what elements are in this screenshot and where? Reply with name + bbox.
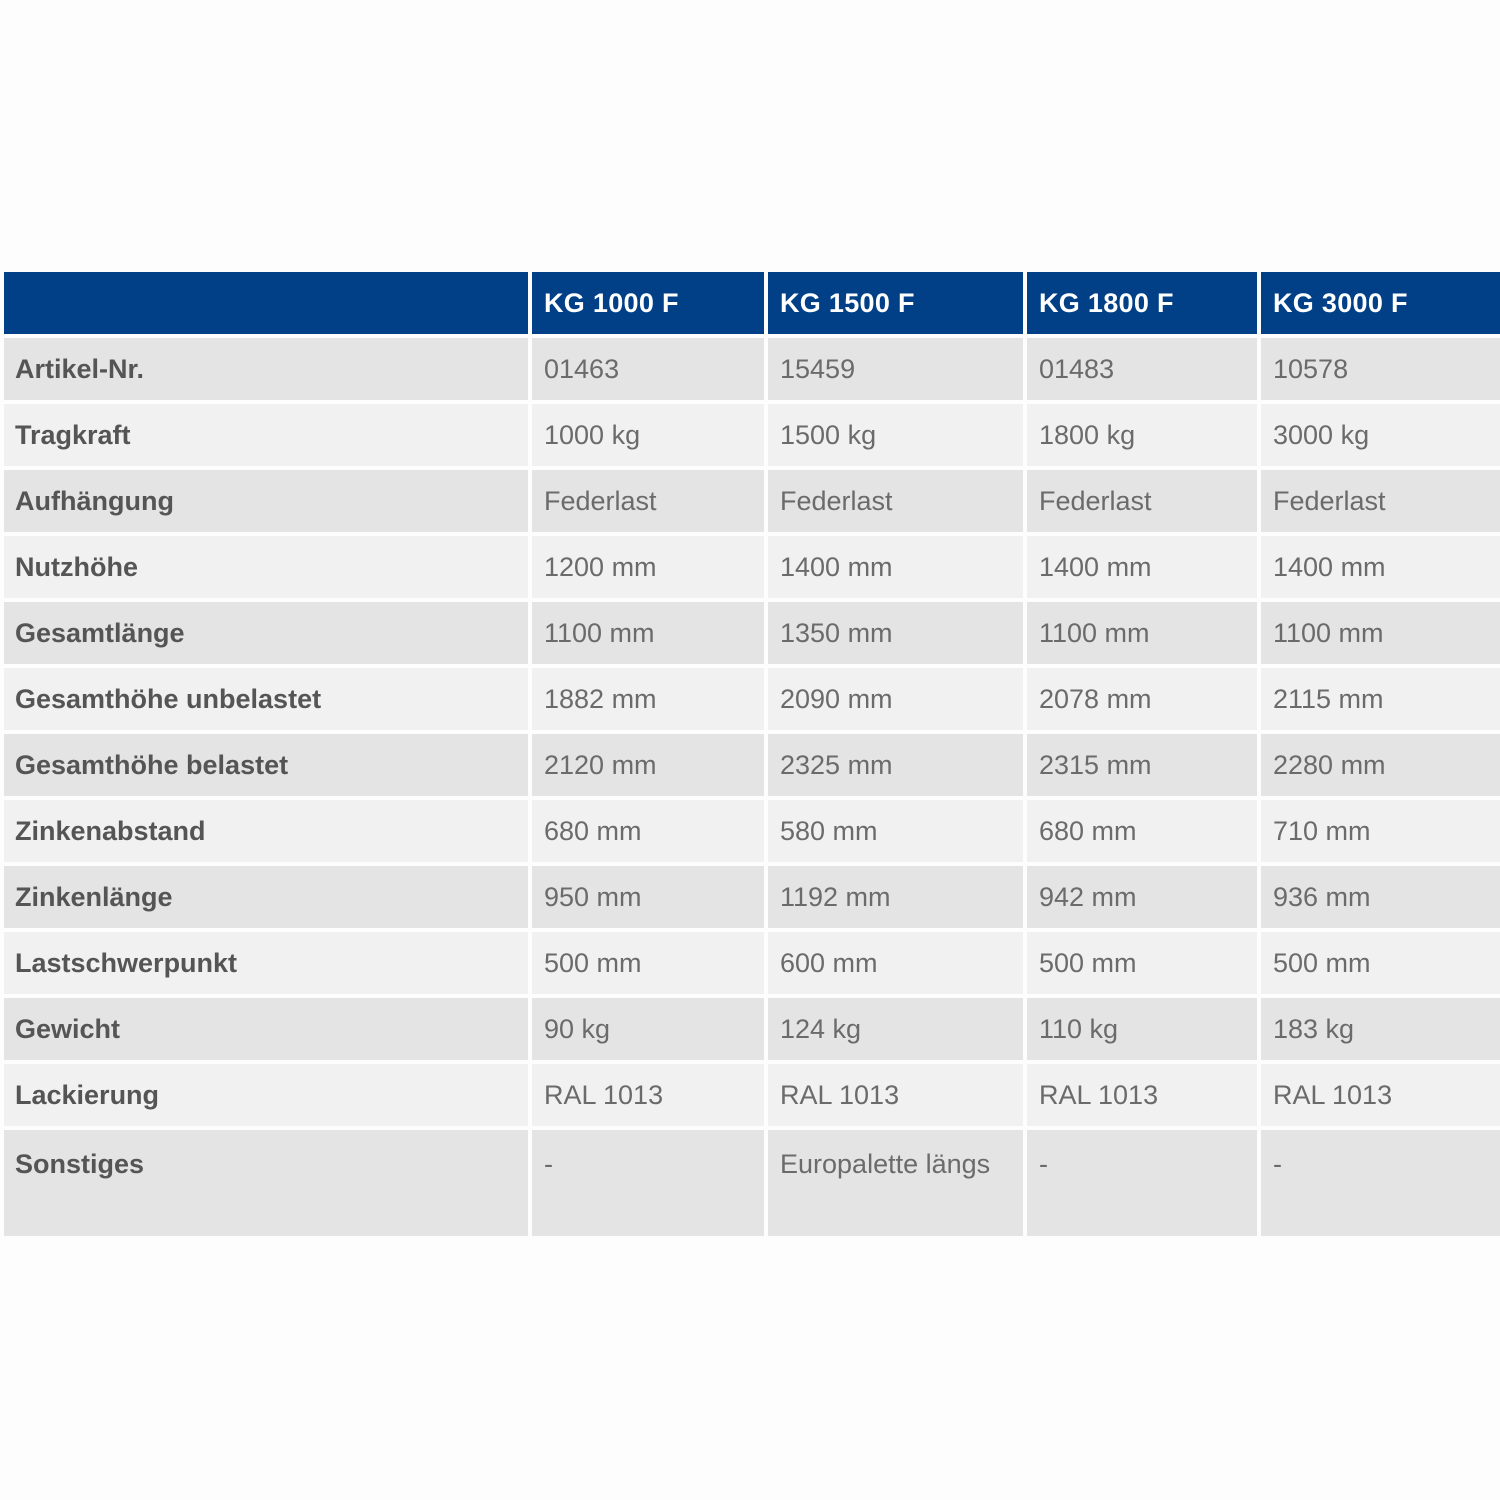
table-cell: 500 mm (532, 932, 764, 994)
table-cell: 3000 kg (1261, 404, 1500, 466)
table-cell: 01463 (532, 338, 764, 400)
table-cell: 950 mm (532, 866, 764, 928)
table-cell: 2115 mm (1261, 668, 1500, 730)
table-row (4, 866, 1500, 928)
table-row (4, 734, 1500, 796)
row-label: Gesamthöhe belastet (4, 734, 528, 796)
table-cell: 01483 (1027, 338, 1257, 400)
table-cell: 1200 mm (532, 536, 764, 598)
table-row (4, 470, 1500, 532)
row-label: Gesamtlänge (4, 602, 528, 664)
table-cell: 90 kg (532, 998, 764, 1060)
table-cell: 2078 mm (1027, 668, 1257, 730)
table-cell: 1192 mm (768, 866, 1023, 928)
table-cell: 1800 kg (1027, 404, 1257, 466)
header-corner-cell (4, 272, 528, 334)
table-row (4, 1130, 1500, 1236)
table-cell: 2325 mm (768, 734, 1023, 796)
row-label: Gewicht (4, 998, 528, 1060)
row-label: Gesamthöhe unbelastet (4, 668, 528, 730)
table-cell: 110 kg (1027, 998, 1257, 1060)
table-cell: 2120 mm (532, 734, 764, 796)
table-cell: 2090 mm (768, 668, 1023, 730)
table-cell: 1100 mm (532, 602, 764, 664)
table-cell: RAL 1013 (1027, 1064, 1257, 1126)
table-cell: 15459 (768, 338, 1023, 400)
table-cell: 1350 mm (768, 602, 1023, 664)
table-cell: 500 mm (1027, 932, 1257, 994)
table-cell: 1100 mm (1261, 602, 1500, 664)
header-model-kg-3000-f: KG 3000 F (1261, 272, 1500, 334)
table-cell: 183 kg (1261, 998, 1500, 1060)
table-row (4, 668, 1500, 730)
table-cell: 1000 kg (532, 404, 764, 466)
table-cell: RAL 1013 (1261, 1064, 1500, 1126)
table-cell: 600 mm (768, 932, 1023, 994)
spec-table (0, 268, 1500, 1240)
table-cell: 680 mm (1027, 800, 1257, 862)
table-cell: 936 mm (1261, 866, 1500, 928)
table-cell: 580 mm (768, 800, 1023, 862)
row-label: Lastschwerpunkt (4, 932, 528, 994)
table-cell: Federlast (1261, 470, 1500, 532)
header-model-kg-1800-f: KG 1800 F (1027, 272, 1257, 334)
header-model-kg-1000-f: KG 1000 F (532, 272, 764, 334)
table-cell: 2280 mm (1261, 734, 1500, 796)
table-cell: 710 mm (1261, 800, 1500, 862)
table-cell: 1500 kg (768, 404, 1023, 466)
table-cell: RAL 1013 (532, 1064, 764, 1126)
table-cell: 942 mm (1027, 866, 1257, 928)
row-label: Artikel-Nr. (4, 338, 528, 400)
table-cell: 124 kg (768, 998, 1023, 1060)
table-header-row (4, 272, 1500, 334)
table-cell: - (1027, 1130, 1257, 1236)
table-cell: 680 mm (532, 800, 764, 862)
table-cell: Europalette längs (768, 1130, 1023, 1236)
row-label: Aufhängung (4, 470, 528, 532)
row-label: Nutzhöhe (4, 536, 528, 598)
table-cell: 500 mm (1261, 932, 1500, 994)
table-row (4, 1064, 1500, 1126)
table-cell: 10578 (1261, 338, 1500, 400)
table-cell: RAL 1013 (768, 1064, 1023, 1126)
table-cell: Federlast (532, 470, 764, 532)
table-cell: - (532, 1130, 764, 1236)
table-cell: Federlast (768, 470, 1023, 532)
table-row (4, 998, 1500, 1060)
row-label: Sonstiges (4, 1130, 528, 1236)
table-row (4, 932, 1500, 994)
table-row (4, 536, 1500, 598)
table-cell: Federlast (1027, 470, 1257, 532)
table-cell: 1400 mm (1261, 536, 1500, 598)
table-cell: 1400 mm (1027, 536, 1257, 598)
table-row (4, 404, 1500, 466)
table-cell: 2315 mm (1027, 734, 1257, 796)
table-row (4, 800, 1500, 862)
table-cell: 1100 mm (1027, 602, 1257, 664)
table-cell: 1882 mm (532, 668, 764, 730)
row-label: Tragkraft (4, 404, 528, 466)
row-label: Zinkenabstand (4, 800, 528, 862)
table-cell: - (1261, 1130, 1500, 1236)
table-row (4, 338, 1500, 400)
header-model-kg-1500-f: KG 1500 F (768, 272, 1023, 334)
row-label: Lackierung (4, 1064, 528, 1126)
row-label: Zinkenlänge (4, 866, 528, 928)
table-cell: 1400 mm (768, 536, 1023, 598)
table-row (4, 602, 1500, 664)
